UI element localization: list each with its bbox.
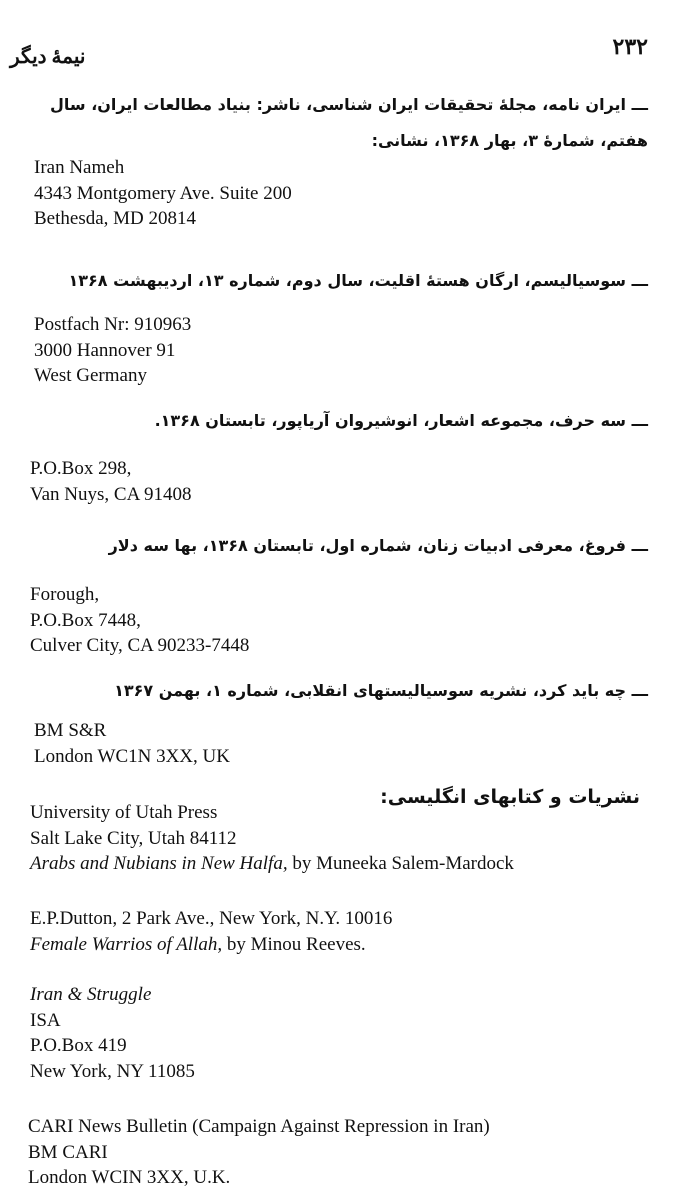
address-line: ISA [30, 1009, 61, 1031]
dutton-block [30, 906, 392, 957]
address-line: New York, NY 11085 [30, 1060, 195, 1082]
address-line: P.O.Box 419 [30, 1035, 127, 1056]
book-author: by Muneeka Salem-Mardock [287, 853, 514, 874]
book-line [30, 851, 514, 877]
cari-block [28, 1114, 490, 1191]
address-line: Forough, [30, 584, 100, 605]
address-line: Bethesda, MD 20814 [34, 208, 197, 229]
address-line: P.O.Box 7448, [30, 609, 141, 631]
book-title: Female Warrios of Allah, [30, 933, 223, 955]
entry-1-persian-line-2: هفتم، شمارهٔ ۳، بهار ۱۳۶۸، نشانی: [371, 131, 648, 150]
address-line: 3000 Hannover 91 [34, 339, 176, 361]
entry-3-address [30, 456, 192, 507]
entry-4-address [30, 582, 249, 659]
entry-4-persian-line-1: ـــ فروغ، معرفی ادبیات زنان، شماره اول، تابستان ۱۳۶۸، بها سه دلار [108, 536, 648, 555]
address-line: 4343 Montgomery Ave. Suite 200 [34, 182, 292, 204]
iran-struggle-block [30, 982, 195, 1084]
entry-1-persian-line-1: ـــ ایران نامه، مجلهٔ تحقیقات ایران شناسی، ناشر: بنیاد مطالعات ایران، سال [50, 95, 648, 114]
publisher-line: University of Utah Press [30, 802, 218, 823]
book-author: by Minou Reeves. [222, 933, 366, 955]
address-line: P.O.Box 298, [30, 458, 132, 479]
entry-5-persian-line-1: ـــ چه باید کرد، نشریه سوسیالیستهای انقلابی، شماره ۱، بهمن ۱۳۶۷ [114, 681, 648, 700]
address-line: Culver City, CA 90233-7448 [30, 635, 250, 656]
publisher-line: Salt Lake City, Utah 84112 [30, 827, 237, 849]
address-line: West Germany [34, 365, 147, 386]
address-line: Postfach Nr: 910963 [34, 314, 192, 335]
address-line: BM S&R [34, 720, 107, 741]
publication-title: CARI News Bulletin (Campaign Against Repression in Iran) [28, 1116, 490, 1137]
entry-3-persian-line-1: ـــ سه حرف، مجموعه اشعار، انوشیروان آریاپور، تابستان ۱۳۶۸. [154, 411, 648, 430]
entry-5-address [34, 718, 230, 769]
book-title: Arabs and Nubians in New Halfa, [30, 853, 288, 874]
utah-press-block [30, 800, 514, 877]
page-number: ۲۳۲ [612, 34, 648, 59]
address-line: London WC1N 3XX, UK [34, 745, 230, 767]
publication-title: Iran & Struggle [30, 984, 152, 1005]
book-line [30, 932, 392, 958]
english-publications-heading: نشریات و کتابهای انگلیسی: [380, 786, 640, 808]
publisher-line: E.P.Dutton, 2 Park Ave., New York, N.Y. 10016 [30, 908, 393, 929]
address-line: Van Nuys, CA 91408 [30, 483, 192, 505]
address-line: BM CARI [28, 1141, 108, 1163]
entry-2-persian-line-1: ـــ سوسیالیسم، ارگان هستهٔ اقلیت، سال دوم، شماره ۱۳، اردیبهشت ۱۳۶۸ [68, 271, 648, 290]
entry-2-address [34, 312, 191, 389]
entry-1-address [34, 155, 292, 232]
address-line: London WCIN 3XX, U.K. [28, 1167, 231, 1188]
address-line: Iran Nameh [34, 157, 125, 178]
running-title: نیمهٔ دیگر [10, 46, 86, 68]
